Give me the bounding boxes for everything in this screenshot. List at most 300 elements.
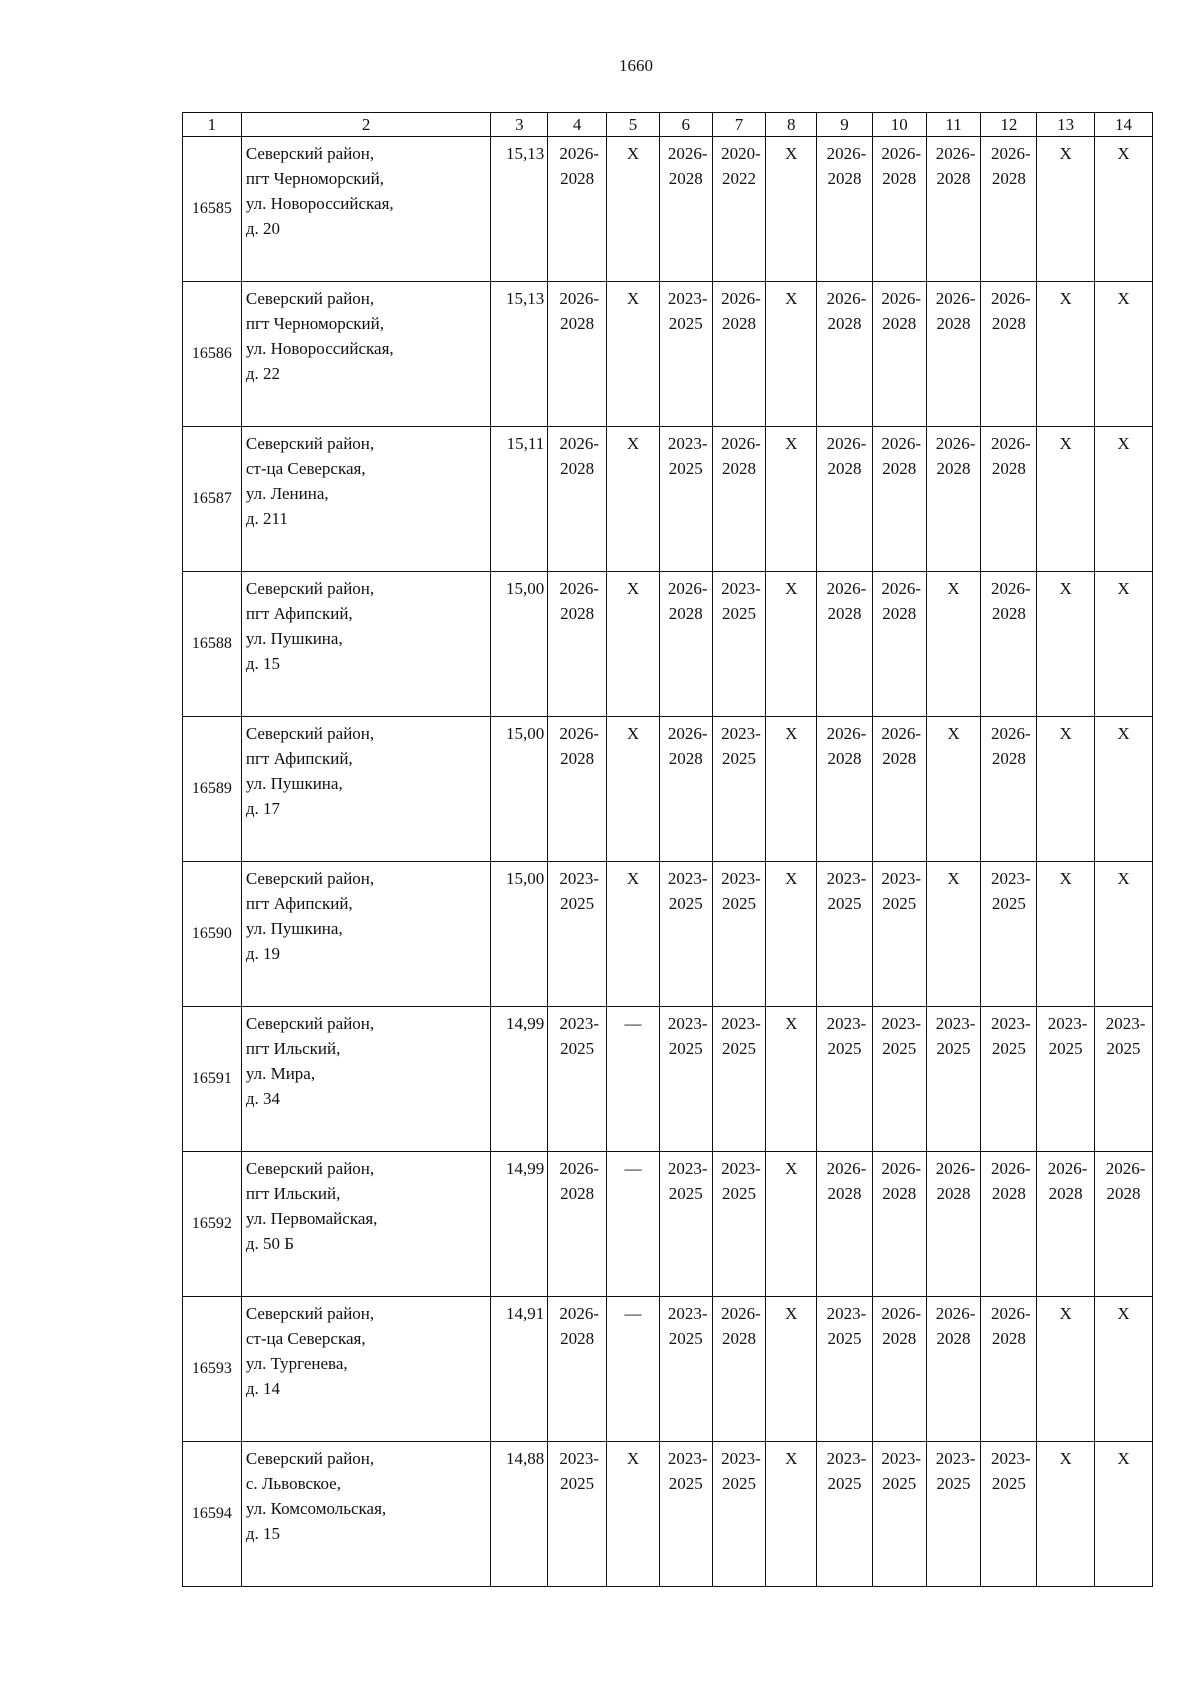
period-cell <box>607 427 660 572</box>
column-header: 1 <box>183 113 242 137</box>
period-line: 2028 <box>882 1184 917 1203</box>
period-cell <box>1037 1442 1095 1587</box>
period-line: 2025 <box>827 1039 862 1058</box>
period-cell <box>817 717 873 862</box>
period-line: 2026- <box>990 434 1031 453</box>
area-cell: 14,91 <box>491 1297 548 1442</box>
period-line: 2026- <box>826 289 867 308</box>
period-line: 2028 <box>991 749 1026 768</box>
period-line: 2026- <box>935 289 976 308</box>
period-cell <box>981 862 1037 1007</box>
period-line: 2023- <box>721 869 761 888</box>
period-line: 2023- <box>1047 1014 1088 1033</box>
period-line: 2026- <box>559 289 599 308</box>
period-line: X <box>1117 579 1130 598</box>
period-line: 2026- <box>559 144 599 163</box>
period-cell <box>1095 282 1153 427</box>
period-cell <box>817 572 873 717</box>
address-line: Северский район, <box>245 1449 375 1468</box>
period-line: 2020- <box>721 144 761 163</box>
address-line: ул. Мира, <box>245 1064 316 1083</box>
period-line: 2023- <box>559 869 599 888</box>
period-line: 2023- <box>826 1304 867 1323</box>
period-line: 2025 <box>721 604 756 623</box>
period-line: 2026- <box>881 1159 922 1178</box>
period-cell <box>1095 1297 1153 1442</box>
period-line: X <box>1059 1449 1072 1468</box>
period-cell <box>766 137 817 282</box>
period-line: 2028 <box>827 1184 862 1203</box>
period-line: 2023- <box>826 1014 867 1033</box>
row-number: 16592 <box>183 1152 242 1297</box>
period-line: 2025 <box>668 1474 703 1493</box>
address-line: д. 15 <box>245 1524 280 1543</box>
period-cell <box>981 572 1037 717</box>
address-line: ул. Пушкина, <box>245 919 343 938</box>
period-cell <box>659 1007 712 1152</box>
address-line: д. 34 <box>245 1089 280 1108</box>
period-cell <box>712 717 766 862</box>
period-line: 2025 <box>721 894 756 913</box>
period-cell <box>1037 717 1095 862</box>
period-cell <box>712 1442 766 1587</box>
period-line: 2025 <box>991 894 1026 913</box>
table-row <box>183 282 1153 427</box>
period-line: 2028 <box>560 314 595 333</box>
period-line: 2028 <box>1106 1184 1141 1203</box>
period-cell <box>766 862 817 1007</box>
period-line: 2025 <box>668 1329 703 1348</box>
period-cell <box>981 1007 1037 1152</box>
period-line: 2023- <box>667 289 708 308</box>
row-number: 16587 <box>183 427 242 572</box>
table-header <box>183 113 1153 137</box>
period-line: 2028 <box>936 1329 971 1348</box>
column-header: 11 <box>926 113 981 137</box>
period-cell <box>607 1297 660 1442</box>
period-line: 2023- <box>721 1014 761 1033</box>
period-line: 2022 <box>721 169 756 188</box>
period-line: 2026- <box>990 289 1031 308</box>
period-cell <box>817 1297 873 1442</box>
area-cell: 15,00 <box>491 572 548 717</box>
period-cell <box>1095 1442 1153 1587</box>
address-cell <box>241 137 491 282</box>
period-line: 2023- <box>559 1014 599 1033</box>
period-line: 2023- <box>667 869 708 888</box>
row-number: 16585 <box>183 137 242 282</box>
table-row <box>183 1007 1153 1152</box>
period-line: 2028 <box>882 314 917 333</box>
period-cell <box>926 717 981 862</box>
period-line: 2028 <box>882 169 917 188</box>
period-line: 2028 <box>721 459 756 478</box>
period-line: 2025 <box>668 894 703 913</box>
period-line: 2028 <box>560 604 595 623</box>
period-line: X <box>785 579 798 598</box>
address-cell <box>241 1007 491 1152</box>
period-cell <box>1095 1007 1153 1152</box>
period-cell <box>766 1007 817 1152</box>
period-line: 2026- <box>721 434 761 453</box>
period-cell <box>659 1152 712 1297</box>
address-line: д. 17 <box>245 799 280 818</box>
address-line: ст-ца Северская, <box>245 459 366 478</box>
area-cell: 14,99 <box>491 1007 548 1152</box>
period-line: 2026- <box>826 724 867 743</box>
period-cell <box>766 1152 817 1297</box>
period-cell <box>981 427 1037 572</box>
row-number: 16593 <box>183 1297 242 1442</box>
period-line: 2028 <box>827 314 862 333</box>
table-row <box>183 427 1153 572</box>
period-line: X <box>1117 289 1130 308</box>
address-cell <box>241 717 491 862</box>
period-line: 2025 <box>991 1474 1026 1493</box>
period-cell <box>817 427 873 572</box>
period-line: X <box>1059 144 1072 163</box>
period-cell <box>712 282 766 427</box>
period-line: 2028 <box>936 1184 971 1203</box>
period-line: 2026- <box>667 144 708 163</box>
address-line: пгт Ильский, <box>245 1184 341 1203</box>
period-line: 2023- <box>990 1014 1031 1033</box>
period-cell <box>1095 862 1153 1007</box>
period-line: 2028 <box>560 1184 595 1203</box>
period-cell <box>548 862 607 1007</box>
period-line: 2023- <box>881 1449 922 1468</box>
period-cell <box>872 572 926 717</box>
period-cell <box>766 572 817 717</box>
period-line: 2026- <box>881 724 922 743</box>
address-line: пгт Афипский, <box>245 894 353 913</box>
address-line: д. 50 Б <box>245 1234 295 1253</box>
period-cell <box>548 137 607 282</box>
period-line: 2026- <box>990 1304 1031 1323</box>
column-header: 14 <box>1095 113 1153 137</box>
period-line: 2023- <box>721 724 761 743</box>
period-line: X <box>1117 144 1130 163</box>
address-line: Северский район, <box>245 1304 375 1323</box>
period-line: 2023- <box>559 1449 599 1468</box>
column-header: 9 <box>817 113 873 137</box>
period-line: 2025 <box>936 1474 971 1493</box>
period-line: 2026- <box>559 1304 599 1323</box>
period-line: 2026- <box>990 579 1031 598</box>
period-cell <box>659 137 712 282</box>
period-cell <box>872 717 926 862</box>
period-cell <box>712 137 766 282</box>
period-line: 2026- <box>721 289 761 308</box>
area-cell: 14,88 <box>491 1442 548 1587</box>
period-cell <box>766 1442 817 1587</box>
row-number: 16588 <box>183 572 242 717</box>
period-line: X <box>1117 869 1130 888</box>
period-line: 2026- <box>935 1304 976 1323</box>
period-cell <box>607 1152 660 1297</box>
period-cell <box>872 1007 926 1152</box>
period-cell <box>926 1152 981 1297</box>
period-line: 2025 <box>827 1474 862 1493</box>
period-cell <box>659 427 712 572</box>
period-line: 2026- <box>935 434 976 453</box>
period-line: 2028 <box>882 1329 917 1348</box>
period-cell <box>926 1442 981 1587</box>
period-cell <box>926 1007 981 1152</box>
period-cell <box>926 1297 981 1442</box>
period-line: 2028 <box>936 459 971 478</box>
period-cell <box>712 1007 766 1152</box>
address-line: ул. Новороссийская, <box>245 194 394 213</box>
period-cell <box>607 717 660 862</box>
period-line: X <box>626 434 640 453</box>
period-line: 2023- <box>721 579 761 598</box>
header-row <box>183 113 1153 137</box>
period-cell <box>872 282 926 427</box>
period-line: 2023- <box>881 869 922 888</box>
period-line: 2023- <box>721 1449 761 1468</box>
period-line: 2028 <box>991 1329 1026 1348</box>
address-cell <box>241 1442 491 1587</box>
period-cell <box>1037 137 1095 282</box>
period-cell <box>766 282 817 427</box>
period-line: 2025 <box>882 1039 917 1058</box>
address-line: с. Львовское, <box>245 1474 341 1493</box>
period-cell <box>659 862 712 1007</box>
period-line: 2025 <box>668 1039 703 1058</box>
area-cell: 15,13 <box>491 137 548 282</box>
address-line: ул. Пушкина, <box>245 774 343 793</box>
area-cell: 15,00 <box>491 717 548 862</box>
period-cell <box>659 717 712 862</box>
row-number: 16594 <box>183 1442 242 1587</box>
address-line: пгт Ильский, <box>245 1039 341 1058</box>
period-cell <box>1037 572 1095 717</box>
period-line: 2025 <box>560 1039 595 1058</box>
period-cell <box>1037 282 1095 427</box>
period-line: 2023- <box>826 869 867 888</box>
period-cell <box>659 282 712 427</box>
address-line: Северский район, <box>245 144 375 163</box>
address-line: д. 15 <box>245 654 280 673</box>
period-line: 2026- <box>721 1304 761 1323</box>
period-cell <box>712 427 766 572</box>
period-line: 2025 <box>936 1039 971 1058</box>
period-line: 2026- <box>667 579 708 598</box>
period-line: 2026- <box>990 1159 1031 1178</box>
period-line: 2028 <box>936 314 971 333</box>
table-row <box>183 137 1153 282</box>
period-cell <box>548 1297 607 1442</box>
period-line: 2028 <box>668 749 703 768</box>
period-cell <box>817 282 873 427</box>
period-line: 2028 <box>991 604 1026 623</box>
period-line: 2028 <box>560 749 595 768</box>
period-line: 2026- <box>559 434 599 453</box>
address-cell <box>241 1297 491 1442</box>
row-number: 16586 <box>183 282 242 427</box>
column-header: 8 <box>766 113 817 137</box>
period-line: 2026- <box>990 144 1031 163</box>
table-row <box>183 1297 1153 1442</box>
table-row <box>183 1442 1153 1587</box>
area-cell: 15,11 <box>491 427 548 572</box>
period-line: X <box>1117 1449 1130 1468</box>
address-line: ул. Ленина, <box>245 484 329 503</box>
period-cell <box>548 282 607 427</box>
address-cell <box>241 427 491 572</box>
period-cell <box>926 572 981 717</box>
address-line: Северский район, <box>245 724 375 743</box>
period-line: 2028 <box>560 459 595 478</box>
period-cell <box>981 717 1037 862</box>
address-line: Северский район, <box>245 1014 375 1033</box>
period-line: 2023- <box>667 1159 708 1178</box>
period-cell <box>712 1152 766 1297</box>
period-line: X <box>1059 869 1072 888</box>
address-line: Северский район, <box>245 869 375 888</box>
period-line: 2023- <box>721 1159 761 1178</box>
address-cell <box>241 1152 491 1297</box>
period-cell <box>872 862 926 1007</box>
period-line: X <box>947 869 960 888</box>
period-line: X <box>785 724 798 743</box>
period-line: 2025 <box>827 894 862 913</box>
period-cell <box>766 1297 817 1442</box>
period-line: 2026- <box>826 434 867 453</box>
period-cell <box>607 1442 660 1587</box>
period-cell <box>1095 717 1153 862</box>
period-cell <box>981 1297 1037 1442</box>
address-line: пгт Черноморский, <box>245 314 384 333</box>
period-line: 2028 <box>668 169 703 188</box>
period-line: 2025 <box>827 1329 862 1348</box>
period-line: X <box>626 1449 640 1468</box>
period-line: X <box>1117 1304 1130 1323</box>
page-number: 1660 <box>619 56 653 75</box>
period-cell <box>607 1007 660 1152</box>
period-cell <box>1037 1152 1095 1297</box>
period-cell <box>659 1442 712 1587</box>
period-line: 2028 <box>936 169 971 188</box>
period-cell <box>1037 862 1095 1007</box>
period-line: 2023- <box>990 1449 1031 1468</box>
period-line: 2026- <box>559 579 599 598</box>
period-line: 2025 <box>882 894 917 913</box>
table-row <box>183 862 1153 1007</box>
period-cell <box>548 572 607 717</box>
period-cell <box>872 137 926 282</box>
column-header: 7 <box>712 113 766 137</box>
period-line: X <box>626 869 640 888</box>
period-cell <box>607 862 660 1007</box>
period-cell <box>712 862 766 1007</box>
period-cell <box>926 427 981 572</box>
address-line: д. 19 <box>245 944 280 963</box>
period-cell <box>872 427 926 572</box>
period-line: 2028 <box>1048 1184 1083 1203</box>
address-cell <box>241 572 491 717</box>
address-line: д. 22 <box>245 364 280 383</box>
period-line: 2026- <box>881 144 922 163</box>
address-cell <box>241 862 491 1007</box>
period-line: 2026- <box>559 724 599 743</box>
period-line: 2025 <box>1106 1039 1141 1058</box>
period-line: 2025 <box>1048 1039 1083 1058</box>
period-line: 2028 <box>991 314 1026 333</box>
row-number: 16590 <box>183 862 242 1007</box>
period-cell <box>1095 427 1153 572</box>
period-cell <box>817 1442 873 1587</box>
period-line: 2025 <box>721 1474 756 1493</box>
period-line: X <box>626 724 640 743</box>
column-header: 4 <box>548 113 607 137</box>
period-line: X <box>785 144 798 163</box>
period-cell <box>817 862 873 1007</box>
address-line: Северский район, <box>245 434 375 453</box>
period-cell <box>817 137 873 282</box>
address-line: д. 20 <box>245 219 280 238</box>
data-table <box>182 112 1153 1587</box>
period-cell <box>766 717 817 862</box>
period-line: 2026- <box>1047 1159 1088 1178</box>
period-line: X <box>785 869 798 888</box>
address-line: д. 14 <box>245 1379 280 1398</box>
period-line: 2026- <box>990 724 1031 743</box>
table-row <box>183 1152 1153 1297</box>
period-cell <box>926 137 981 282</box>
period-line: 2026- <box>935 144 976 163</box>
period-line: 2025 <box>882 1474 917 1493</box>
period-line: 2025 <box>560 894 595 913</box>
period-line: — <box>624 1159 642 1178</box>
period-line: 2028 <box>991 169 1026 188</box>
period-line: 2028 <box>827 749 862 768</box>
period-line: 2026- <box>826 144 867 163</box>
period-line: X <box>1059 289 1072 308</box>
period-line: 2025 <box>721 1184 756 1203</box>
period-cell <box>766 427 817 572</box>
period-line: X <box>1117 724 1130 743</box>
row-number: 16589 <box>183 717 242 862</box>
period-line: 2026- <box>881 434 922 453</box>
period-line: 2026- <box>881 1304 922 1323</box>
period-line: X <box>1059 724 1072 743</box>
period-line: 2025 <box>668 314 703 333</box>
address-line: Северский район, <box>245 579 375 598</box>
period-line: X <box>785 1159 798 1178</box>
period-line: 2023- <box>826 1449 867 1468</box>
period-line: X <box>785 1014 798 1033</box>
period-cell <box>607 282 660 427</box>
area-cell: 15,00 <box>491 862 548 1007</box>
period-cell <box>712 1297 766 1442</box>
period-cell <box>981 282 1037 427</box>
period-line: 2025 <box>721 749 756 768</box>
period-line: 2028 <box>721 1329 756 1348</box>
address-line: Северский район, <box>245 289 375 308</box>
period-line: 2026- <box>826 579 867 598</box>
period-cell <box>607 137 660 282</box>
address-cell <box>241 282 491 427</box>
period-line: X <box>785 289 798 308</box>
period-line: X <box>947 579 960 598</box>
period-line: 2023- <box>990 869 1031 888</box>
column-header: 3 <box>491 113 548 137</box>
table-row <box>183 717 1153 862</box>
period-cell <box>548 1007 607 1152</box>
address-line: ст-ца Северская, <box>245 1329 366 1348</box>
